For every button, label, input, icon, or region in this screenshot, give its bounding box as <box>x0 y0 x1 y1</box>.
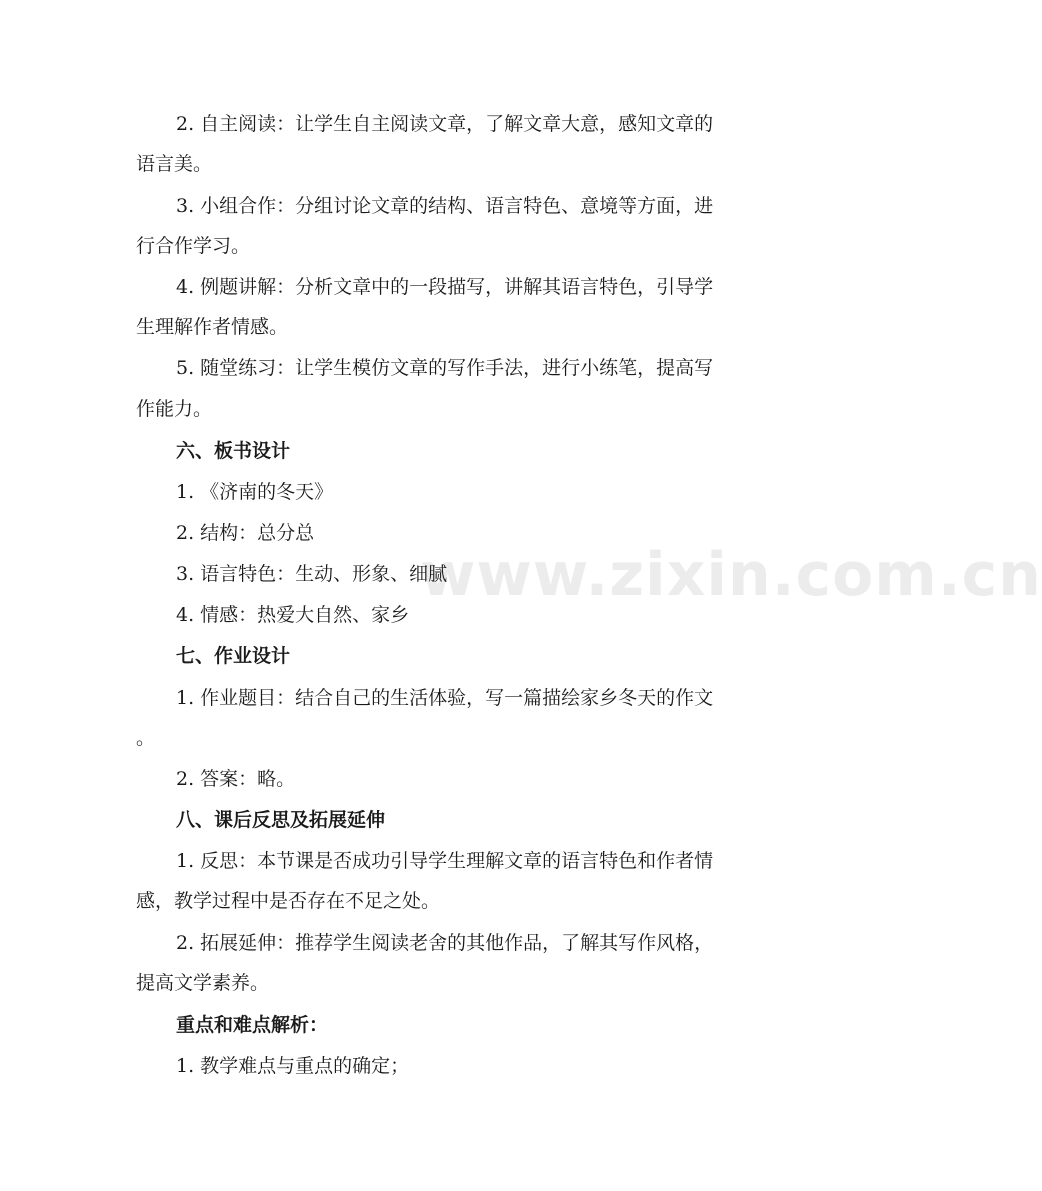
paragraph-line: 。 <box>136 727 156 749</box>
paragraph-line: 4. 例题讲解：分析文章中的一段描写，讲解其语言特色，引导学 <box>176 276 714 298</box>
list-item: 2. 答案：略。 <box>176 768 296 790</box>
paragraph-line: 5. 随堂练习：让学生模仿文章的写作手法，进行小练笔，提高写 <box>176 357 714 379</box>
paragraph-line: 2. 自主阅读：让学生自主阅读文章，了解文章大意，感知文章的 <box>176 113 714 135</box>
paragraph-line: 作能力。 <box>136 398 213 420</box>
watermark: www.zixin.com.cn <box>420 540 1042 610</box>
list-item: 2. 结构：总分总 <box>176 522 315 544</box>
section-heading: 重点和难点解析： <box>176 1014 329 1036</box>
paragraph-line: 生理解作者情感。 <box>136 316 289 338</box>
paragraph-line: 语言美。 <box>136 153 213 175</box>
paragraph-line: 感，教学过程中是否存在不足之处。 <box>136 890 441 912</box>
paragraph-line: 1. 作业题目：结合自己的生活体验，写一篇描绘家乡冬天的作文 <box>176 687 714 709</box>
section-heading: 七、作业设计 <box>176 645 291 667</box>
paragraph-line: 2. 拓展延伸：推荐学生阅读老舍的其他作品，了解其写作风格， <box>176 932 714 954</box>
section-heading: 八、课后反思及拓展延伸 <box>176 809 386 831</box>
paragraph-line: 行合作学习。 <box>136 235 251 257</box>
paragraph-line: 提高文学素养。 <box>136 972 270 994</box>
list-item: 1. 《济南的冬天》 <box>176 481 334 503</box>
paragraph-line: 3. 小组合作：分组讨论文章的结构、语言特色、意境等方面，进 <box>176 195 714 217</box>
list-item: 1. 教学难点与重点的确定； <box>176 1055 410 1077</box>
section-heading: 六、板书设计 <box>176 440 291 462</box>
list-item: 4. 情感：热爱大自然、家乡 <box>176 604 410 626</box>
list-item: 3. 语言特色：生动、形象、细腻 <box>176 563 448 585</box>
paragraph-line: 1. 反思：本节课是否成功引导学生理解文章的语言特色和作者情 <box>176 850 714 872</box>
